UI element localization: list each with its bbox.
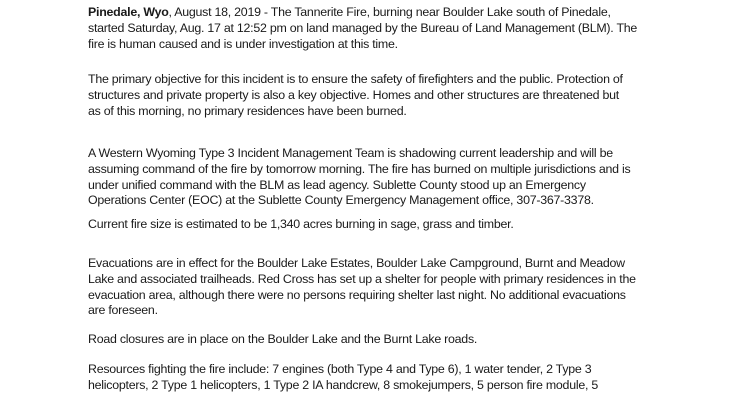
- text-line: are foreseen.: [88, 303, 158, 318]
- paragraph-command: [88, 146, 728, 209]
- text-line: started Saturday, Aug. 17 at 12:52 pm on land managed by the Bureau of Land Management (BLM). The: [88, 20, 638, 35]
- paragraph-objective: [88, 72, 728, 119]
- paragraph-size: [88, 217, 728, 233]
- text-line: helicopters, 2 Type 1 helicopters, 1 Type 2 IA handcrew, 8 smokejumpers, 5 person fire module, 5: [88, 377, 599, 392]
- text-line: fire is human caused and is under investigation at this time.: [88, 36, 398, 51]
- paragraph-road-closures: [88, 332, 728, 348]
- text-line: Lake and associated trailheads. Red Cross has set up a shelter for people with primary residences in the: [88, 271, 636, 286]
- text-line: as of this morning, no primary residences have been burned.: [88, 103, 407, 118]
- dateline: Pinedale, Wyo: [88, 5, 169, 19]
- paragraph-resources: [88, 362, 728, 394]
- text-line: under unified command with the BLM as lead agency. Sublette County stood up an Emergency: [88, 177, 586, 192]
- text-line: A Western Wyoming Type 3 Incident Management Team is shadowing current leadership and will be: [88, 146, 613, 160]
- paragraph-intro: Pinedale, Wyo, August 18, 2019 - The Tannerite Fire, burning near Boulder Lake south of Pinedale, started Saturday, Aug. 17 at 12:52 pm on land managed by the Bureau of Land Management (BLM). The fire is human caused and is under investigation at this time.: [88, 5, 728, 52]
- text-line: Operations Center (EOC) at the Sublette County Emergency Management office, 307-367-3378.: [88, 193, 594, 208]
- text-line: evacuation area, although there were no persons requiring shelter last night. No additional evacuations: [88, 287, 626, 302]
- text-line: assuming command of the fire by tomorrow morning. The fire has burned on multiple jurisdictions and is: [88, 161, 631, 176]
- text-line: The primary objective for this incident is to ensure the safety of firefighters and the public. Protection of: [88, 72, 623, 86]
- paragraph-evacuations: [88, 256, 728, 319]
- text-line: Current fire size is estimated to be 1,340 acres burning in sage, grass and timber.: [88, 217, 514, 231]
- text-line: Road closures are in place on the Boulder Lake and the Burnt Lake roads.: [88, 332, 478, 346]
- text-line: Resources fighting the fire include: 7 engines (both Type 4 and Type 6), 1 water tender, 2 Type 3: [88, 362, 592, 376]
- text-line: Evacuations are in effect for the Boulder Lake Estates, Boulder Lake Campground, Burnt and Meadow: [88, 256, 625, 270]
- text-line: structures and private property is also a key objective. Homes and other structures are threatened but: [88, 87, 619, 102]
